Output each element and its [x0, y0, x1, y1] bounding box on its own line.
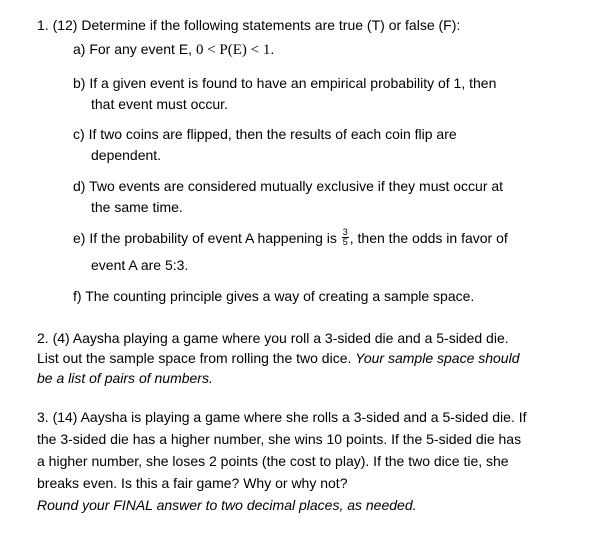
q3-line1: 3. (14) Aaysha is playing a game where she rolls a 3-sided and a 5-sided die. If — [37, 409, 527, 425]
item-text: The counting principle gives a way of creating a sample space. — [85, 288, 475, 304]
q1-item-e-line1 — [73, 226, 508, 249]
item-period: . — [270, 41, 275, 57]
item-text: For any event E, — [89, 41, 196, 57]
q1-header: 1. (12) Determine if the following statements are true (T) or false (F): — [37, 17, 461, 33]
fraction-numerator: 3 — [342, 226, 348, 237]
item-label: d) — [73, 178, 86, 194]
fraction-denominator: 5 — [342, 236, 348, 247]
item-text: If two coins are flipped, then the results of each coin flip are — [88, 126, 457, 142]
q2-line1: 2. (4) Aaysha playing a game where you roll a 3-sided die and a 5-sided die. — [37, 330, 509, 346]
q1-item-d-line2: the same time. — [91, 199, 183, 215]
item-label: e) — [73, 230, 86, 246]
q3-line3: a higher number, she loses 2 points (the cost to play). If the two dice tie, she — [37, 453, 509, 469]
q1-item-f — [73, 287, 474, 305]
inequality-expression: 0 < P(E) < 1 — [195, 42, 271, 58]
q1-item-d-line1 — [73, 177, 503, 195]
q3-line4: breaks even. Is this a fair game? Why or why not? — [37, 475, 348, 491]
q2-line2 — [37, 349, 520, 367]
q2-line3: be a list of pairs of numbers. — [37, 370, 213, 386]
item-text-pre: If the probability of event A happening is — [89, 230, 341, 246]
fraction — [342, 228, 349, 247]
q2-line2-italic: Your sample space should — [355, 350, 520, 366]
item-text-post: , then the odds in favor of — [349, 230, 508, 246]
q3-line5: Round your FINAL answer to two decimal places, as needed. — [37, 497, 417, 513]
q1-item-c-line2: dependent. — [91, 147, 162, 163]
q1-item-a — [73, 40, 274, 59]
item-label: f) — [73, 288, 82, 304]
item-label: a) — [73, 41, 86, 57]
q1-item-e-line2: event A are 5:3. — [91, 257, 189, 273]
item-text: Two events are considered mutually exclusive if they must occur at — [89, 178, 504, 194]
q3-line2: the 3-sided die has a higher number, she wins 10 points. If the 5-sided die has — [37, 431, 522, 447]
q1-item-c-line1 — [73, 125, 457, 143]
item-label: b) — [73, 75, 86, 91]
q1-item-b-line1 — [73, 74, 496, 92]
q1-item-b-line2: that event must occur. — [91, 96, 228, 112]
item-text: If a given event is found to have an empirical probability of 1, then — [89, 75, 497, 91]
item-label: c) — [73, 126, 85, 142]
q2-line2-normal: List out the sample space from rolling the two dice. — [37, 350, 356, 366]
